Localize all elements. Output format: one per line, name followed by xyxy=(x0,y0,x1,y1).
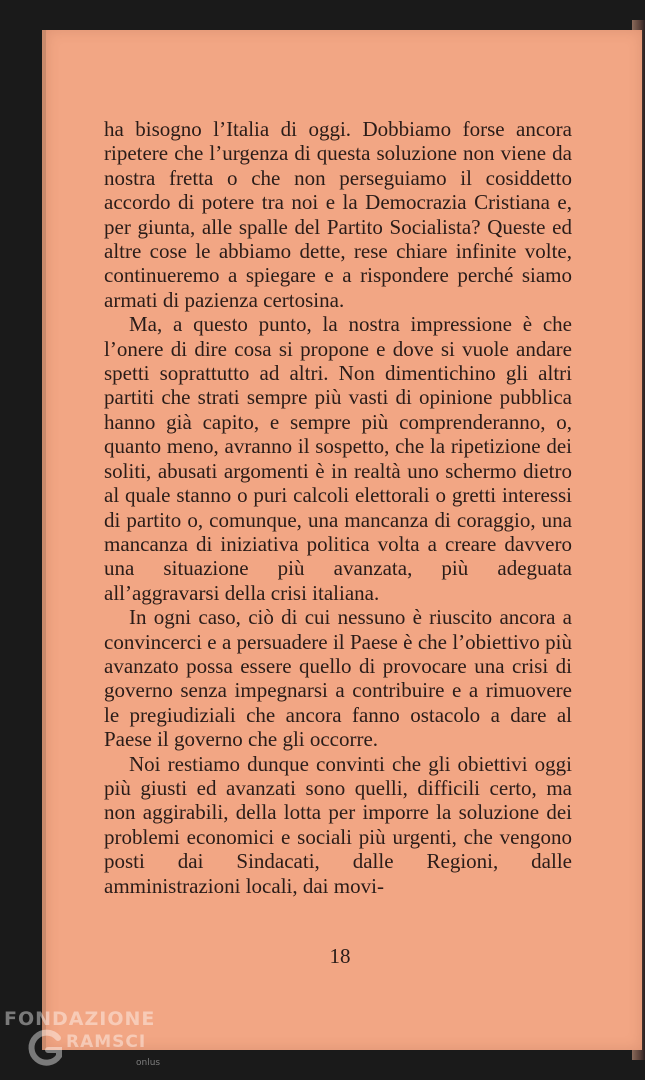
page-number: 18 xyxy=(329,944,351,968)
gramsci-g-logo-icon xyxy=(28,1028,64,1068)
watermark-line2: RAMSCI xyxy=(66,1032,147,1052)
paragraph-4: Noi restiamo dunque convinti che gli obiettivi oggi più giusti ed avanzati sono quelli, difficili certo, ma non aggirabili, della lotta per imporre la soluzione dei problemi economici e sociali più urgenti, che vengono posti dai Sindacati, dalle Regioni, dalle amministrazioni locali, dai movi- xyxy=(104,751,572,898)
watermark xyxy=(4,1008,174,1078)
watermark-line1: FONDAZIONE xyxy=(4,1008,156,1030)
paragraph-2: Ma, a questo punto, la nostra impressione è che l’onere di dire cosa si propone e dove si vuole andare spetti soprattutto ad altri. Non dimentichino gli altri partiti che strati sempre più vasti di opinione pubblica hanno già capito, e sempre più comprenderanno, o, quanto meno, avranno il sospetto, che la ripetizione dei soliti, abusati argomenti è in realtà uno schermo dietro al quale stanno o puri calcoli elettorali o gretti interessi di partito o, comunque, una mancanza di coraggio, una mancanza di iniziativa politica volta a creare davvero una situazione più avanzata, più adeguata all’aggravarsi della crisi italiana. xyxy=(104,312,572,605)
body-text xyxy=(104,117,572,898)
paragraph-1: ha bisogno l’Italia di oggi. Dobbiamo forse ancora ripetere che l’urgenza di questa soluzione non viene da nostra fretta o che non perseguiamo il cosiddetto accordo di potere tra noi e la Democrazia Cristiana e, per giunta, alle spalle del Partito Socialista? Queste ed altre cose le abbiamo dette, rese chiare infinite volte, continueremo a spiegare e a rispondere perché siamo armati di pazienza certosina. xyxy=(104,117,572,312)
paragraph-3: In ogni caso, ciò di cui nessuno è riuscito ancora a convincerci e a persuadere il Paese è che l’obiettivo più avanzato possa essere quello di provocare una crisi di governo senza impegnarsi a contribuire e a rimuovere le pregiudiziali che ancora fanno ostacolo a dare al Paese il governo che gli occorre. xyxy=(104,605,572,752)
watermark-line3: onlus xyxy=(136,1058,161,1068)
